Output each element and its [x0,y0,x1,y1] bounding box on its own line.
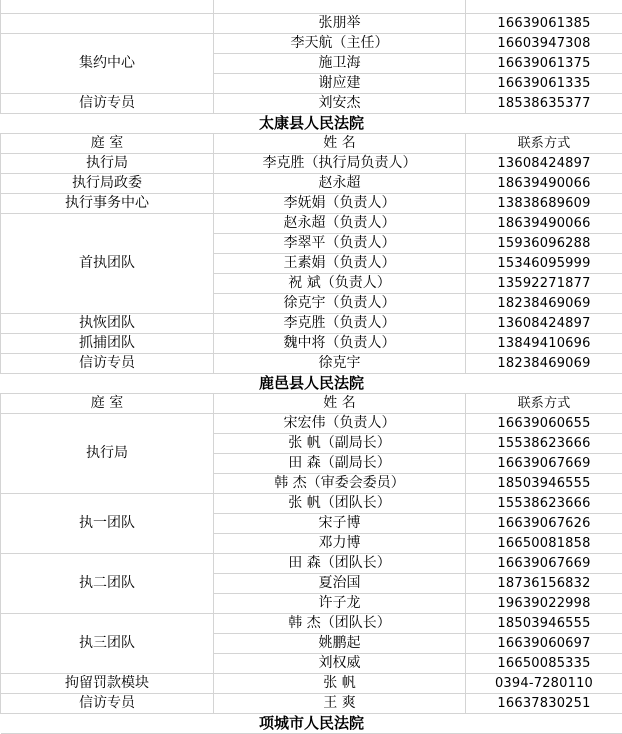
table-row [1,214,622,234]
name-cell: 刘安杰 [214,94,466,114]
court-title-row [1,374,622,394]
name-cell: 祝 斌（负责人） [214,274,466,294]
phone-cell: 16650085335 [466,654,622,674]
phone-cell: 16639067626 [466,514,622,534]
table-row [1,554,622,574]
dept-cell: 拘留罚款模块 [1,674,214,694]
table-row [1,674,622,694]
column-header-row [1,394,622,414]
name-cell [214,0,466,14]
name-cell: 李天航（主任） [214,34,466,54]
name-cell: 田 森（团队长） [214,554,466,574]
name-cell: 王 爽 [214,694,466,714]
header-name: 姓 名 [214,134,466,154]
phone-cell: 16639060697 [466,634,622,654]
phone-cell: 16639060655 [466,414,622,434]
header-name: 姓 名 [214,394,466,414]
phone-cell: 16650081858 [466,534,622,554]
phone-cell [466,0,622,14]
column-header-row [1,134,622,154]
name-cell: 许子龙 [214,594,466,614]
dept-cell: 信访专员 [1,354,214,374]
phone-cell: 16639067669 [466,554,622,574]
table-row [1,494,622,514]
phone-cell: 16639061335 [466,74,622,94]
dept-cell: 执行局 [1,154,214,174]
name-cell: 魏中将（负责人） [214,334,466,354]
court-title-row [1,114,622,134]
phone-cell: 16639061375 [466,54,622,74]
phone-cell: 18238469069 [466,354,622,374]
court-title: 鹿邑县人民法院 [1,374,622,394]
name-cell: 姚鹏起 [214,634,466,654]
name-cell: 韩 杰（审委会委员） [214,474,466,494]
phone-cell: 18639490066 [466,174,622,194]
table-row [1,174,622,194]
header-dept: 庭 室 [1,134,214,154]
dept-cell: 执二团队 [1,554,214,614]
name-cell: 赵永超（负责人） [214,214,466,234]
phone-cell: 13608424897 [466,154,622,174]
phone-cell: 16637830251 [466,694,622,714]
name-cell: 宋宏伟（负责人） [214,414,466,434]
contact-table-body [1,0,622,734]
name-cell: 夏治国 [214,574,466,594]
phone-cell: 13608424897 [466,314,622,334]
phone-cell: 16639067669 [466,454,622,474]
phone-cell: 16639061385 [466,14,622,34]
table-row [1,94,622,114]
table-row [1,194,622,214]
dept-cell: 执恢团队 [1,314,214,334]
dept-cell: 抓捕团队 [1,334,214,354]
name-cell: 田 森（副局长） [214,454,466,474]
name-cell: 徐克宇（负责人） [214,294,466,314]
table-row [1,0,622,14]
table-row [1,14,622,34]
table-row [1,354,622,374]
table-row [1,614,622,634]
name-cell: 施卫海 [214,54,466,74]
phone-cell: 13849410696 [466,334,622,354]
table-row [1,154,622,174]
table-row [1,334,622,354]
phone-cell: 15346095999 [466,254,622,274]
dept-cell: 执一团队 [1,494,214,554]
phone-cell: 18503946555 [466,614,622,634]
dept-cell: 执行事务中心 [1,194,214,214]
table-row [1,694,622,714]
court-title-row [1,714,622,734]
name-cell: 李妩娟（负责人） [214,194,466,214]
table-row [1,314,622,334]
name-cell: 徐克宇 [214,354,466,374]
phone-cell: 16603947308 [466,34,622,54]
dept-cell: 集约中心 [1,34,214,94]
dept-cell: 首执团队 [1,214,214,314]
name-cell: 李克胜（执行局负责人） [214,154,466,174]
header-phone: 联系方式 [466,134,622,154]
dept-cell: 信访专员 [1,694,214,714]
name-cell: 邓力博 [214,534,466,554]
court-title: 太康县人民法院 [1,114,622,134]
phone-cell: 18639490066 [466,214,622,234]
name-cell: 张 帆（团队长） [214,494,466,514]
phone-cell: 15936096288 [466,234,622,254]
name-cell: 赵永超 [214,174,466,194]
phone-cell: 18736156832 [466,574,622,594]
name-cell: 张 帆（副局长） [214,434,466,454]
phone-cell: 18538635377 [466,94,622,114]
phone-cell: 15538623666 [466,494,622,514]
phone-cell: 19639022998 [466,594,622,614]
phone-cell: 13838689609 [466,194,622,214]
name-cell: 李翠平（负责人） [214,234,466,254]
dept-cell: 执行局政委 [1,174,214,194]
name-cell: 张朋举 [214,14,466,34]
phone-cell: 18503946555 [466,474,622,494]
dept-cell [1,14,214,34]
dept-cell [1,0,214,14]
phone-cell: 18238469069 [466,294,622,314]
phone-cell: 15538623666 [466,434,622,454]
header-dept: 庭 室 [1,394,214,414]
court-title: 项城市人民法院 [1,714,622,734]
phone-cell: 0394-7280110 [466,674,622,694]
name-cell: 宋子博 [214,514,466,534]
name-cell: 韩 杰（团队长） [214,614,466,634]
name-cell: 张 帆 [214,674,466,694]
name-cell: 王素娟（负责人） [214,254,466,274]
phone-cell: 13592271877 [466,274,622,294]
name-cell: 谢应建 [214,74,466,94]
name-cell: 刘权威 [214,654,466,674]
table-row [1,34,622,54]
dept-cell: 信访专员 [1,94,214,114]
dept-cell: 执行局 [1,414,214,494]
name-cell: 李克胜（负责人） [214,314,466,334]
table-row [1,414,622,434]
header-phone: 联系方式 [466,394,622,414]
dept-cell: 执三团队 [1,614,214,674]
